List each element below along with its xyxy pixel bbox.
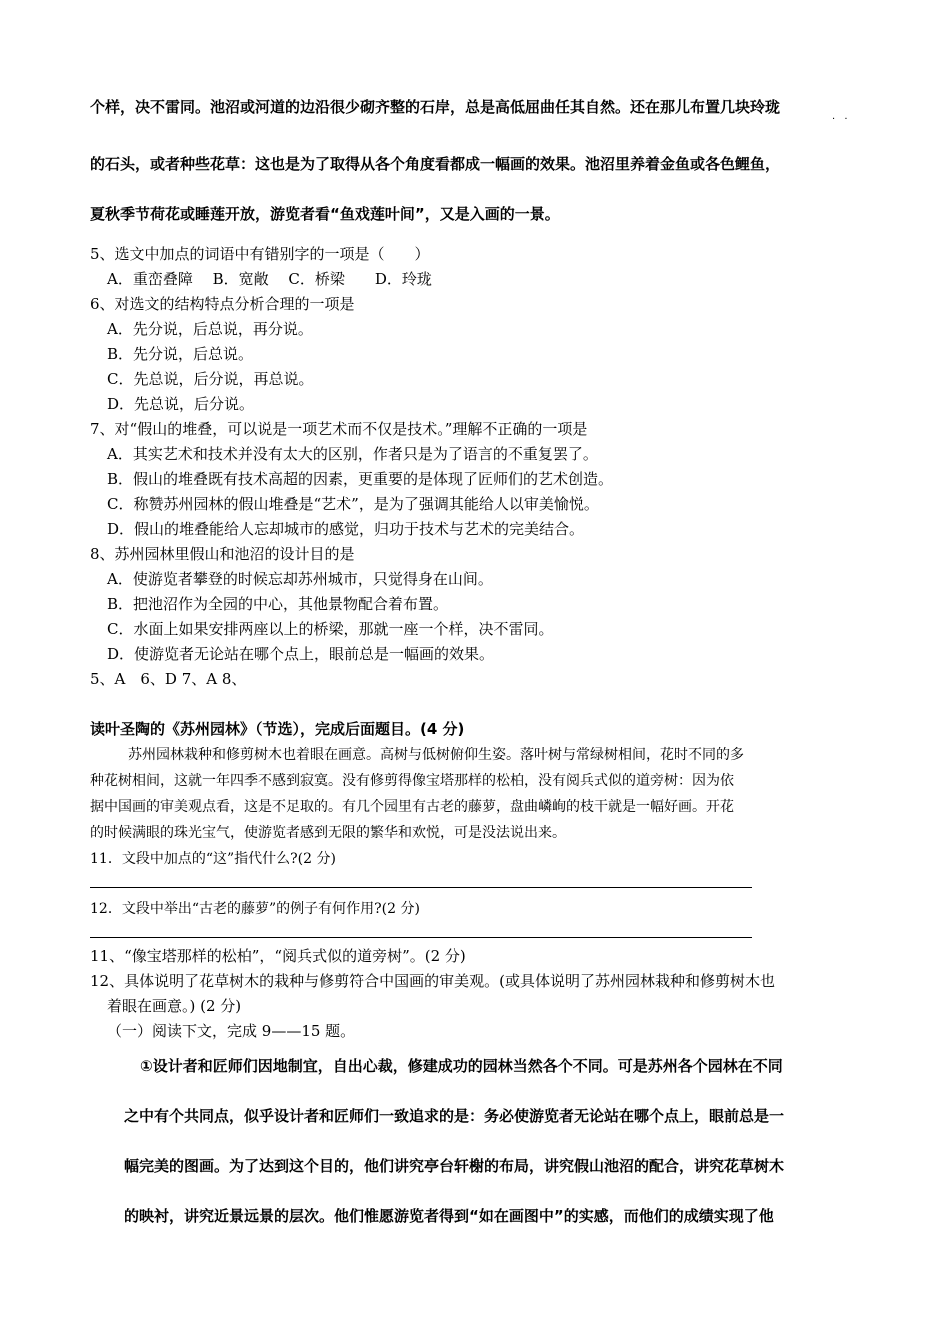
question-12: 12．文段中举出“古老的藤萝”的例子有何作用?(2 分) — [90, 901, 420, 917]
question-7-option-b: B．假山的堆叠既有技术高超的因素，更重要的是体现了匠师们的艺术创造。 — [107, 470, 614, 488]
section3-line4: 的映衬，讲究近景远景的层次。他们惟愿游览者得到“如在画图中”的实感，而他们的成绩实现了他 — [124, 1207, 774, 1225]
answer-line-12 — [90, 937, 752, 938]
section3-line3: 幅完美的图画。为了达到这个目的，他们讲究亭台轩榭的布局，讲究假山池沼的配合，讲究花草树木 — [124, 1157, 785, 1175]
question-6-option-b: B．先分说，后总说。 — [107, 345, 254, 363]
emphasis-dots: · · — [832, 114, 851, 125]
question-7: 7、对“假山的堆叠，可以说是一项艺术而不仅是技术。”理解不正确的一项是 — [90, 420, 588, 438]
section2-para-line3: 据中国画的审美观点看，这是不足取的。有几个园里有古老的藤萝，盘曲嶙峋的枝干就是一幅好画。开花 — [90, 799, 734, 815]
answers-5-8: 5、A 6、D 7、A 8、 — [90, 670, 247, 688]
section2-para-line2: 种花树相间，这就一年四季不感到寂寞。没有修剪得像宝塔那样的松柏，没有阅兵式似的道旁树：因为依 — [90, 773, 734, 789]
answer-12-line2: 着眼在画意。) (2 分) — [107, 997, 242, 1015]
question-6-option-c: C．先总说，后分说，再总说。 — [107, 370, 314, 388]
question-8: 8、苏州园林里假山和池沼的设计目的是 — [90, 545, 355, 563]
answer-11: 11、“像宝塔那样的松柏”，“阅兵式似的道旁树”。(2 分) — [90, 947, 466, 965]
question-6: 6、对选文的结构特点分析合理的一项是 — [90, 295, 355, 313]
question-6-option-d: D．先总说，后分说。 — [107, 395, 255, 413]
question-8-option-c: C．水面上如果安排两座以上的桥梁，那就一座一个样，决不雷同。 — [107, 620, 554, 638]
section2-para-line4: 的时候满眼的珠光宝气，使游览者感到无限的繁华和欢悦，可是没法说出来。 — [90, 825, 566, 841]
question-8-option-b: B．把池沼作为全园的中心，其他景物配合着布置。 — [107, 595, 449, 613]
section3-heading: （一）阅读下文，完成 9——15 题。 — [107, 1022, 356, 1040]
answer-line-11 — [90, 887, 752, 888]
question-7-option-c: C．称赞苏州园林的假山堆叠是“艺术”，是为了强调其能给人以审美愉悦。 — [107, 495, 599, 513]
passage1-line3: 夏秋季节荷花或睡莲开放，游览者看“鱼戏莲叶间”，又是入画的一景。 — [90, 205, 560, 223]
question-5: 5、选文中加点的词语中有错别字的一项是（ ） — [90, 245, 430, 263]
question-8-option-a: A．使游览者攀登的时候忘却苏州城市，只觉得身在山间。 — [107, 570, 493, 588]
section3-line2: 之中有个共同点，似乎设计者和匠师们一致追求的是：务必使游览者无论站在哪个点上，眼前总是一 — [124, 1107, 785, 1125]
passage1-line1: 个样，决不雷同。池沼或河道的边沿很少砌齐整的石岸，总是高低屈曲任其自然。还在那儿布置几块玲珑 — [90, 98, 781, 116]
question-11: 11．文段中加点的“这”指代什么?(2 分) — [90, 851, 336, 867]
section3-line1: ①设计者和匠师们因地制宜，自出心裁，修建成功的园林当然各个不同。可是苏州各个园林在不同 — [140, 1057, 783, 1075]
question-5-options: A．重峦叠障 B．宽敞 C．桥梁 D．玲珑 — [107, 270, 432, 288]
passage1-line2: 的石头，或者种些花草：这也是为了取得从各个角度看都成一幅画的效果。池沼里养着金鱼或各色鲤鱼， — [90, 155, 781, 173]
answer-12-line1: 12、具体说明了花草树木的栽种与修剪符合中国画的审美观。(或具体说明了苏州园林栽种和修剪树木也 — [90, 972, 775, 990]
section2-heading: 读叶圣陶的《苏州园林》（节选），完成后面题目。(4 分) — [90, 720, 465, 738]
question-7-option-a: A．其实艺术和技术并没有太大的区别，作者只是为了语言的不重复罢了。 — [107, 445, 598, 463]
question-7-option-d: D．假山的堆叠能给人忘却城市的感觉，归功于技术与艺术的完美结合。 — [107, 520, 585, 538]
question-6-option-a: A．先分说，后总说，再分说。 — [107, 320, 313, 338]
section2-para-line1: 苏州园林栽种和修剪树木也着眼在画意。高树与低树俯仰生姿。落叶树与常绿树相间，花时不同的多 — [128, 747, 744, 763]
question-8-option-d: D．使游览者无论站在哪个点上，眼前总是一幅画的效果。 — [107, 645, 495, 663]
